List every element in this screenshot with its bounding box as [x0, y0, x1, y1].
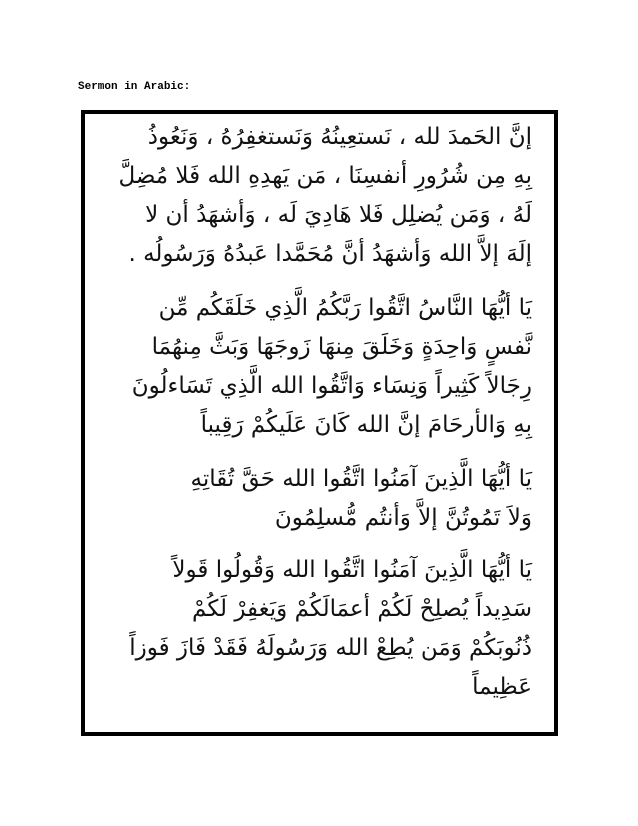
- sermon-paragraph-verse-1: [103, 289, 532, 445]
- sermon-paragraph-verse-2: [103, 460, 532, 538]
- sermon-line: بِهِ وَالأرحَامَ إنَّ الله كَانَ عَلَيكُمْ رَقِيباً: [200, 412, 532, 438]
- sermon-line: يَا أيُّهَا الَّذِينَ آمَنُوا اتَّقُوا الله وَقُولُوا قَولاً: [172, 557, 532, 583]
- sermon-line: رِجَالاً كَثِيراً وَنِسَاء وَاتَّقُوا الله الَّذِي تَسَاءلُونَ: [131, 373, 532, 399]
- sermon-line: عَظِيماً: [472, 674, 532, 700]
- sermon-paragraph-verse-3: [103, 551, 532, 707]
- sermon-line: لَهُ ، وَمَن يُضلِل فَلا هَادِيَ لَه ، وَأشهَدُ أن لا: [145, 202, 532, 228]
- sermon-paragraph-opening: [103, 118, 532, 274]
- sermon-box: [81, 110, 558, 736]
- sermon-line: وَلاَ تَمُوتُنَّ إلاَّ وَأنتُم مُّسلِمُونَ: [274, 505, 532, 531]
- sermon-line: بِهِ مِن شُرُورِ أنفسِنَا ، مَن يَهدِهِ الله فَلا مُضِلَّ: [118, 163, 532, 189]
- sermon-line: يَا أيُّهَا الَّذِينَ آمَنُوا اتَّقُوا الله حَقَّ تُقَاتِهِ: [190, 466, 532, 492]
- sermon-line: يَا أيُّهَا النَّاسُ اتَّقُوا رَبَّكُمُ الَّذِي خَلَقَكُم مِّن: [158, 295, 532, 321]
- sermon-line: إلَهَ إلاَّ الله وَأشهَدُ أنَّ مُحَمَّدا عَبدُهُ وَرَسُولُه .: [128, 241, 532, 267]
- page-heading: Sermon in Arabic:: [78, 81, 191, 93]
- sermon-line: ذُنُوبَكُمْ وَمَن يُطِعْ الله وَرَسُولَهُ فَقَدْ فَازَ فَوزاً: [129, 635, 532, 661]
- sermon-line: إنَّ الحَمدَ لله ، نَستعِينُهُ وَنَستغفِرُهُ ، وَنَعُوذُ: [147, 124, 532, 150]
- sermon-line: سَدِيداً يُصلِحْ لَكُمْ أعمَالَكُمْ وَيَغفِرْ لَكُمْ: [192, 596, 532, 622]
- sermon-text: [103, 118, 532, 707]
- sermon-line: نَّفسٍ وَاحِدَةٍ وَخَلَقَ مِنهَا زَوجَهَا وَبَثَّ مِنهُمَا: [151, 334, 532, 360]
